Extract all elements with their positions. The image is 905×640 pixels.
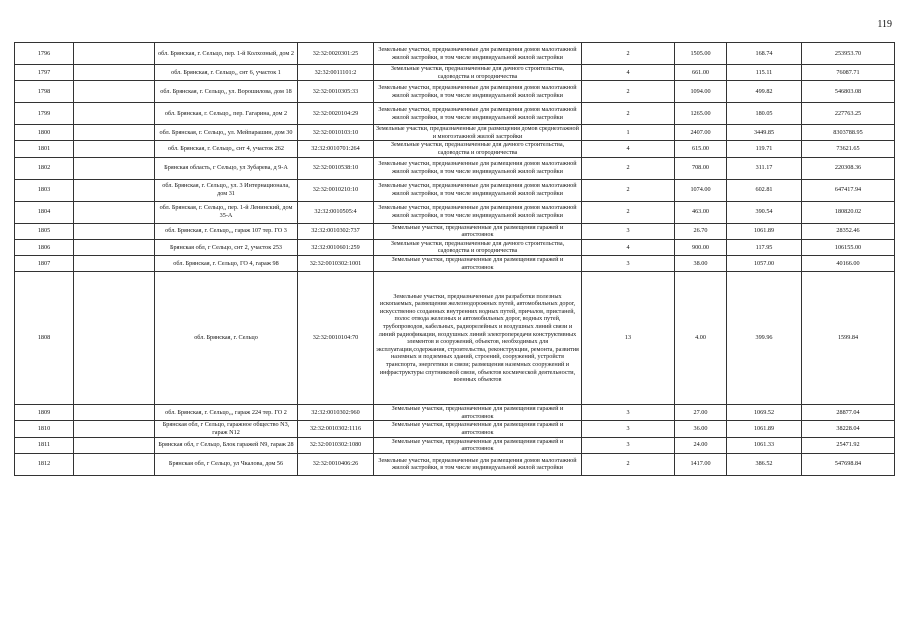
row-number: 1805 — [15, 223, 74, 239]
address-cell: обл. Брянская, г. Сельцо,, пер. 1-й Ленинский, дом 35-А — [155, 201, 298, 223]
address-cell: обл. Брянская, г. Сельцо, пер. 1-й Колхозный, дом 2 — [155, 43, 298, 65]
row-number: 1810 — [15, 421, 74, 437]
table-row — [15, 272, 895, 405]
cadastral-value-cell: 106155.00 — [802, 239, 895, 255]
row-number: 1796 — [15, 43, 74, 65]
row-number: 1802 — [15, 157, 74, 179]
cadastral-number-cell: 32:32:0010701:264 — [298, 141, 374, 157]
row-number: 1799 — [15, 103, 74, 125]
address-cell: Брянская обл, г Сельцо, снт 2, участок 253 — [155, 239, 298, 255]
address-cell: обл. Брянская, г. Сельцо — [155, 272, 298, 405]
table-row — [15, 223, 895, 239]
cadastral-value-cell: 227763.25 — [802, 103, 895, 125]
blank-cell — [74, 453, 155, 475]
group-number-cell: 2 — [582, 201, 675, 223]
group-number-cell: 3 — [582, 255, 675, 271]
area-cell: 708.00 — [675, 157, 727, 179]
blank-cell — [74, 405, 155, 421]
table-row — [15, 141, 895, 157]
cadastral-number-cell: 32:32:0020104:29 — [298, 103, 374, 125]
land-use-cell: Земельные участки, предназначенные для дачного строительства, садоводства и огородничества — [374, 141, 582, 157]
blank-cell — [74, 272, 155, 405]
area-cell: 26.70 — [675, 223, 727, 239]
unit-value-cell: 180.05 — [727, 103, 802, 125]
area-cell: 36.00 — [675, 421, 727, 437]
area-cell: 900.00 — [675, 239, 727, 255]
address-cell: Брянская обл, г Сельцо, ул Чкалова, дом 56 — [155, 453, 298, 475]
row-number: 1798 — [15, 81, 74, 103]
cadastral-number-cell: 32:32:0010302:737 — [298, 223, 374, 239]
area-cell: 2407.00 — [675, 125, 727, 141]
area-cell: 1417.00 — [675, 453, 727, 475]
group-number-cell: 4 — [582, 239, 675, 255]
blank-cell — [74, 65, 155, 81]
address-cell: обл. Брянская, г. Сельцо,, снт 6, участок 1 — [155, 65, 298, 81]
row-number: 1808 — [15, 272, 74, 405]
row-number: 1801 — [15, 141, 74, 157]
row-number: 1800 — [15, 125, 74, 141]
table-row — [15, 437, 895, 453]
cadastral-number-cell: 32:32:0010505:4 — [298, 201, 374, 223]
blank-cell — [74, 125, 155, 141]
cadastral-value-cell: 38228.04 — [802, 421, 895, 437]
table-row — [15, 405, 895, 421]
group-number-cell: 2 — [582, 81, 675, 103]
area-cell: 38.00 — [675, 255, 727, 271]
address-cell: обл. Брянская, г. Сельцо,, ул. Ворошилова, дом 18 — [155, 81, 298, 103]
cadastral-value-cell: 180820.02 — [802, 201, 895, 223]
cadastral-value-cell: 40166.00 — [802, 255, 895, 271]
unit-value-cell: 1069.52 — [727, 405, 802, 421]
unit-value-cell: 117.95 — [727, 239, 802, 255]
group-number-cell: 2 — [582, 157, 675, 179]
unit-value-cell: 602.81 — [727, 179, 802, 201]
table-row — [15, 239, 895, 255]
unit-value-cell: 311.17 — [727, 157, 802, 179]
cadastral-number-cell: 32:32:0010104:70 — [298, 272, 374, 405]
cadastral-value-cell: 253953.70 — [802, 43, 895, 65]
group-number-cell: 4 — [582, 65, 675, 81]
address-cell: обл. Брянская, г. Сельцо,, пер. Гагарина, дом 2 — [155, 103, 298, 125]
page-number: 119 — [877, 19, 892, 30]
blank-cell — [74, 179, 155, 201]
land-use-cell: Земельные участки, предназначенные для размещения гаражей и автостоянок — [374, 255, 582, 271]
cadastral-value-cell: 28352.46 — [802, 223, 895, 239]
table-row — [15, 421, 895, 437]
land-use-cell: Земельные участки, предназначенные для размещения домов малоэтажной жилой застройки, в том числе индивидуальной жилой застройки — [374, 103, 582, 125]
area-cell: 1094.00 — [675, 81, 727, 103]
row-number: 1803 — [15, 179, 74, 201]
group-number-cell: 3 — [582, 405, 675, 421]
land-use-cell: Земельные участки, предназначенные для размещения домов малоэтажной жилой застройки, в том числе индивидуальной жилой застройки — [374, 157, 582, 179]
unit-value-cell: 386.52 — [727, 453, 802, 475]
blank-cell — [74, 103, 155, 125]
area-cell: 615.00 — [675, 141, 727, 157]
row-number: 1804 — [15, 201, 74, 223]
blank-cell — [74, 81, 155, 103]
land-use-cell: Земельные участки, предназначенные для размещения домов малоэтажной жилой застройки, в том числе индивидуальной жилой застройки — [374, 201, 582, 223]
address-cell: обл. Брянская, г. Сельцо,, снт 4, участок 262 — [155, 141, 298, 157]
cadastral-number-cell: 32:32:0010302:1001 — [298, 255, 374, 271]
land-use-cell: Земельные участки, предназначенные для размещения домов малоэтажной жилой застройки, в том числе индивидуальной жилой застройки — [374, 453, 582, 475]
cadastral-number-cell: 32:32:0010538:10 — [298, 157, 374, 179]
row-number: 1806 — [15, 239, 74, 255]
blank-cell — [74, 239, 155, 255]
cadastral-value-cell: 1599.84 — [802, 272, 895, 405]
land-use-cell: Земельные участки, предназначенные для размещения гаражей и автостоянок — [374, 405, 582, 421]
unit-value-cell: 3449.85 — [727, 125, 802, 141]
table-row — [15, 65, 895, 81]
table-row — [15, 157, 895, 179]
blank-cell — [74, 201, 155, 223]
land-use-cell: Земельные участки, предназначенные для размещения гаражей и автостоянок — [374, 421, 582, 437]
area-cell: 463.00 — [675, 201, 727, 223]
address-cell: Брянская обл, г Сельцо, Блок гаражей N9, гараж 28 — [155, 437, 298, 453]
row-number: 1812 — [15, 453, 74, 475]
cadastral-number-cell: 32:32:0010305:33 — [298, 81, 374, 103]
blank-cell — [74, 223, 155, 239]
address-cell: Брянская обл, г Сельцо, гаражное общество N3, гараж N12 — [155, 421, 298, 437]
cadastral-number-cell: 32:32:0010302:1080 — [298, 437, 374, 453]
blank-cell — [74, 43, 155, 65]
table-row — [15, 125, 895, 141]
blank-cell — [74, 141, 155, 157]
unit-value-cell: 168.74 — [727, 43, 802, 65]
cadastral-value-cell: 28877.04 — [802, 405, 895, 421]
group-number-cell: 3 — [582, 223, 675, 239]
area-cell: 1505.00 — [675, 43, 727, 65]
unit-value-cell: 1061.89 — [727, 421, 802, 437]
address-cell: обл. Брянская, г. Сельцо, ГО 4, гараж 98 — [155, 255, 298, 271]
unit-value-cell: 119.71 — [727, 141, 802, 157]
cadastral-number-cell: 32:32:0010601:259 — [298, 239, 374, 255]
unit-value-cell: 115.11 — [727, 65, 802, 81]
unit-value-cell: 1057.00 — [727, 255, 802, 271]
group-number-cell: 3 — [582, 421, 675, 437]
unit-value-cell: 390.54 — [727, 201, 802, 223]
table-row — [15, 201, 895, 223]
group-number-cell: 2 — [582, 103, 675, 125]
land-use-cell: Земельные участки, предназначенные для размещения домов малоэтажной жилой застройки, в том числе индивидуальной жилой застройки — [374, 179, 582, 201]
group-number-cell: 13 — [582, 272, 675, 405]
land-use-cell: Земельные участки, предназначенные для дачного строительства, садоводства и огородничества — [374, 65, 582, 81]
table-row — [15, 103, 895, 125]
land-use-cell: Земельные участки, предназначенные для размещения гаражей и автостоянок — [374, 437, 582, 453]
address-cell: обл. Брянская, г. Сельцо,,, гараж 224 тер. ГО 2 — [155, 405, 298, 421]
cadastral-value-cell: 547698.84 — [802, 453, 895, 475]
cadastral-number-cell: 32:32:0011101:2 — [298, 65, 374, 81]
land-use-cell: Земельные участки, предназначенные для размещения домов малоэтажной жилой застройки, в том числе индивидуальной жилой застройки — [374, 81, 582, 103]
cadastral-value-cell: 8303788.95 — [802, 125, 895, 141]
row-number: 1811 — [15, 437, 74, 453]
group-number-cell: 2 — [582, 43, 675, 65]
cadastral-number-cell: 32:32:0010302:960 — [298, 405, 374, 421]
land-use-cell: Земельные участки, предназначенные для размещения домов малоэтажной жилой застройки, в том числе индивидуальной жилой застройки — [374, 43, 582, 65]
cadastral-number-cell: 32:32:0010210:10 — [298, 179, 374, 201]
address-cell: обл. Брянская, г. Сельцо,,, гараж 107 тер. ГО 3 — [155, 223, 298, 239]
blank-cell — [74, 157, 155, 179]
cadastral-value-cell: 647417.94 — [802, 179, 895, 201]
cadastral-value-cell: 73621.65 — [802, 141, 895, 157]
blank-cell — [74, 421, 155, 437]
group-number-cell: 4 — [582, 141, 675, 157]
blank-cell — [74, 255, 155, 271]
table-row — [15, 179, 895, 201]
blank-cell — [74, 437, 155, 453]
area-cell: 24.00 — [675, 437, 727, 453]
group-number-cell: 2 — [582, 453, 675, 475]
address-cell: обл. Брянская, г. Сельцо,, ул. 3 Интернационала, дом 31 — [155, 179, 298, 201]
unit-value-cell: 399.96 — [727, 272, 802, 405]
land-use-cell: Земельные участки, предназначенные для размещения гаражей и автостоянок — [374, 223, 582, 239]
cadastral-number-cell: 32:32:0010103:10 — [298, 125, 374, 141]
cadastral-registry-table — [14, 42, 895, 476]
unit-value-cell: 499.82 — [727, 81, 802, 103]
table-row — [15, 81, 895, 103]
group-number-cell: 3 — [582, 437, 675, 453]
unit-value-cell: 1061.33 — [727, 437, 802, 453]
cadastral-value-cell: 76087.71 — [802, 65, 895, 81]
cadastral-number-cell: 32:32:0010302:1116 — [298, 421, 374, 437]
row-number: 1797 — [15, 65, 74, 81]
row-number: 1809 — [15, 405, 74, 421]
unit-value-cell: 1061.89 — [727, 223, 802, 239]
address-cell: Брянская область, г Сельцо, ул Зубарева, д 9-А — [155, 157, 298, 179]
area-cell: 27.00 — [675, 405, 727, 421]
table-row — [15, 43, 895, 65]
group-number-cell: 2 — [582, 179, 675, 201]
cadastral-number-cell: 32:32:0020301:25 — [298, 43, 374, 65]
address-cell: обл. Брянская, г. Сельцо,, ул. Мейпарашин, дом 30 — [155, 125, 298, 141]
cadastral-number-cell: 32:32:0010406:26 — [298, 453, 374, 475]
area-cell: 661.00 — [675, 65, 727, 81]
table-body — [15, 43, 895, 476]
land-use-cell: Земельные участки, предназначенные для разработки полезных ископаемых, размещения железнодорожных путей, автомобильных дорог, искусственно созданных внутренних водных путей, причалов, пристаней, полос отвода железных и автомобильных дорог, водных путей, трубопроводов, кабельных, радиорелейных и воздушных линий связи и линий радиофикации, воздушных линий электропередачи конструктивных элементов и сооружений, объектов, необходимых для эксплуатации,содержания, строительства, реконструкции, ремонта, развития наземных и подземных зданий, строений, сооружений, устройств транспорта, энергетики и связи; размещения наземных сооружений и инфраструктуры спутниковой связи, объектов космической деятельности, военных объектов — [374, 272, 582, 405]
land-use-cell: Земельные участки, предназначенные для дачного строительства, садоводства и огородничества — [374, 239, 582, 255]
cadastral-value-cell: 220308.36 — [802, 157, 895, 179]
area-cell: 1265.00 — [675, 103, 727, 125]
table-row — [15, 255, 895, 271]
cadastral-value-cell: 25471.92 — [802, 437, 895, 453]
area-cell: 4.00 — [675, 272, 727, 405]
group-number-cell: 1 — [582, 125, 675, 141]
land-use-cell: Земельные участки, предназначенные для размещения домов среднеэтажной и многоэтажной жилой застройки — [374, 125, 582, 141]
cadastral-value-cell: 546803.08 — [802, 81, 895, 103]
area-cell: 1074.00 — [675, 179, 727, 201]
row-number: 1807 — [15, 255, 74, 271]
table-row — [15, 453, 895, 475]
